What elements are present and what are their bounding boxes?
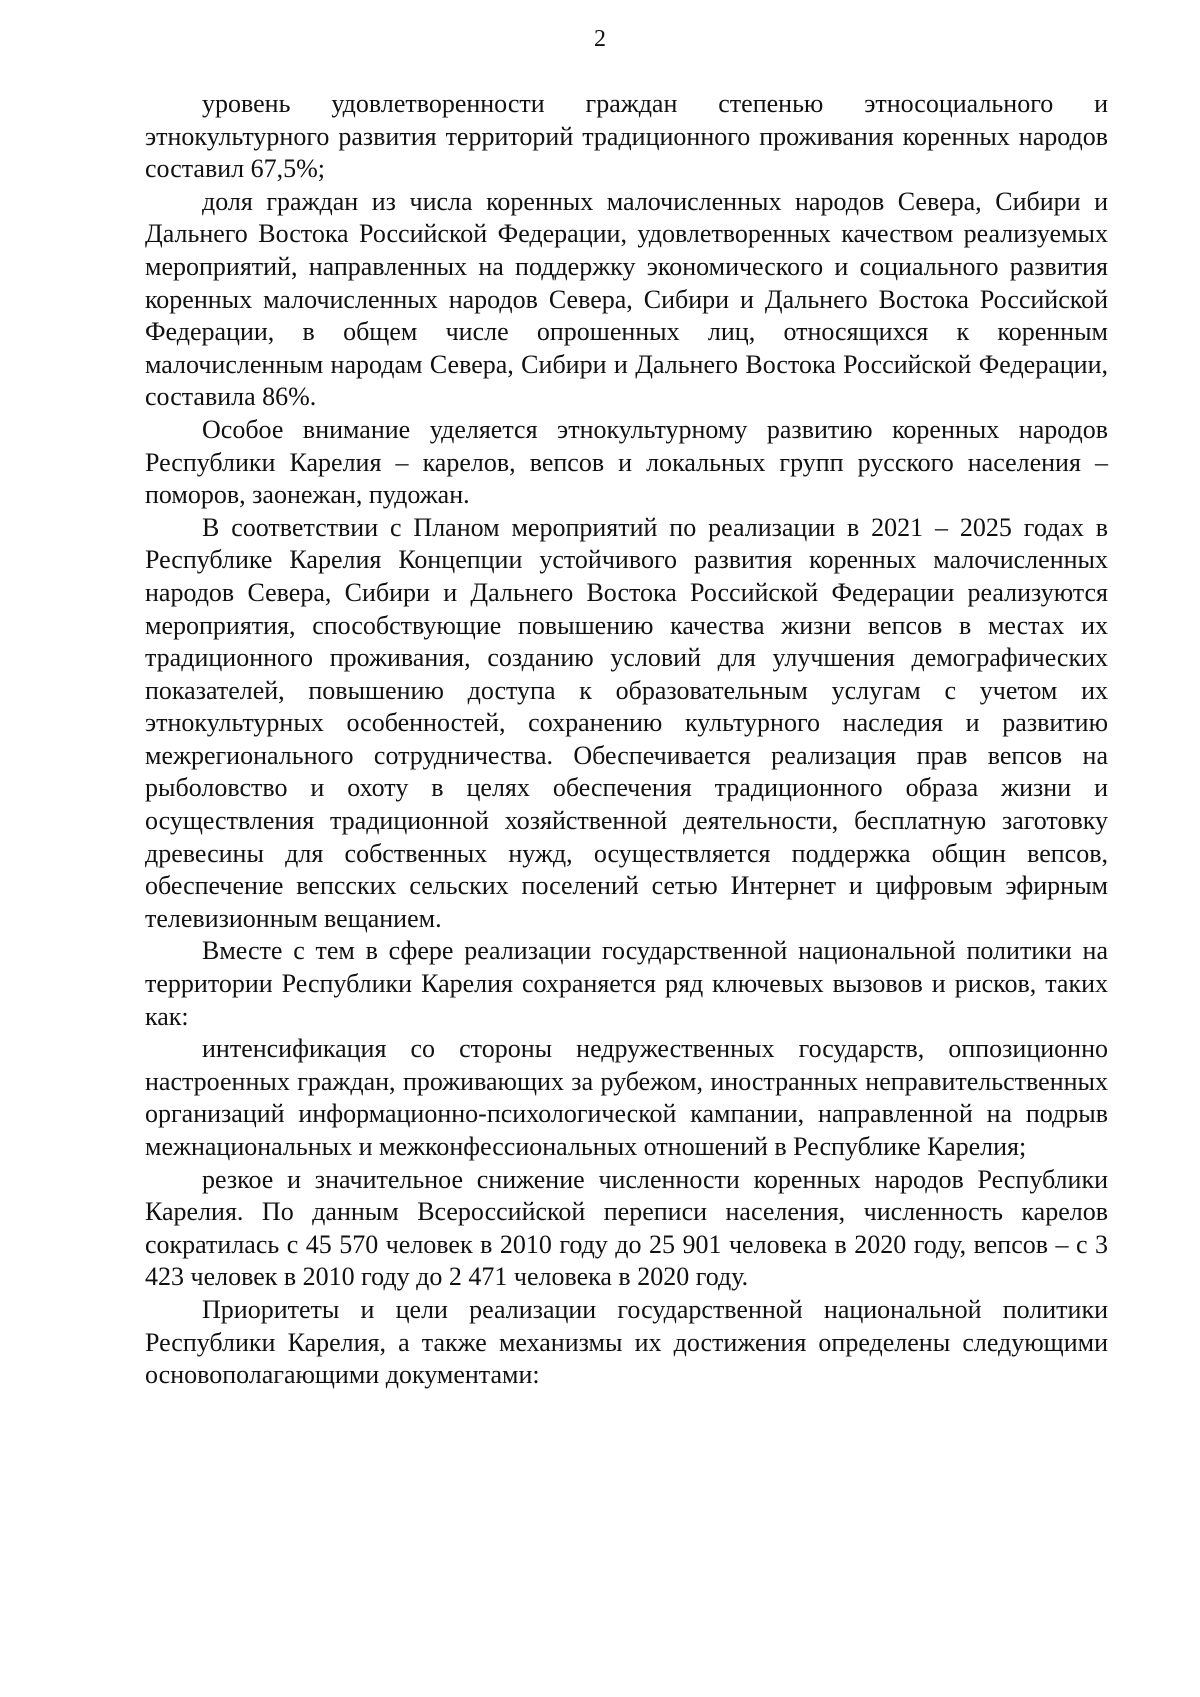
paragraph-information-campaign-risk: интенсификация со стороны недружественных государств, оппозиционно настроенных граждан, проживающих за рубежом, иностранных неправительственных организаций информационно-психологической кампании, направленной на подрыв межнациональных и межконфессиональных отношений в Республике Карелия;	[145, 1034, 1108, 1161]
paragraph-ethnocultural-development: Особое внимание уделяется этнокультурному развитию коренных народов Республики Карелия – карелов, вепсов и локальных групп русского населения – поморов, заонежан, пудожан.	[145, 414, 1108, 510]
document-body	[145, 88, 1108, 1392]
paragraph-population-decline-risk: резкое и значительное снижение численности коренных народов Республики Карелия. По данным Всероссийской переписи населения, численность карелов сократилась с 45 570 человек в 2010 году до 25 901 человека в 2020 году, вепсов – с 3 423 человек в 2010 году до 2 471 человека в 2020 году.	[145, 1164, 1108, 1292]
paragraph-priorities-documents: Приоритеты и цели реализации государственной национальной политики Республики Карелия, а также механизмы их достижения определены следующими основополагающими документами:	[145, 1294, 1108, 1390]
page-number: 2	[594, 26, 606, 52]
paragraph-challenges-intro: Вместе с тем в сфере реализации государственной национальной политики на территории Республики Карелия сохраняется ряд ключевых вызовов и рисков, таких как:	[145, 936, 1108, 1031]
paragraph-indigenous-satisfaction-share: доля граждан из числа коренных малочисленных народов Севера, Сибири и Дальнего Востока Российской Федерации, удовлетворенных качеством реализуемых мероприятий, направленных на поддержку экономического и социального развития коренных малочисленных народов Севера, Сибири и Дальнего Востока Российской Федерации, в общем числе опрошенных лиц, относящихся к коренным малочисленным народам Севера, Сибири и Дальнего Востока Российской Федерации, составила 86%.	[145, 186, 1108, 412]
paragraph-action-plan-veps: В соответствии с Планом мероприятий по реализации в 2021 – 2025 годах в Республике Карелия Концепции устойчивого развития коренных малочисленных народов Севера, Сибири и Дальнего Востока Российской Федерации реализуются мероприятия, способствующие повышению качества жизни вепсов в местах их традиционного проживания, созданию условий для улучшения демографических показателей, повышению доступа к образовательным услугам с учетом их этнокультурных особенностей, сохранению культурного наследия и развитию межрегионального сотрудничества. Обеспечивается реализация прав вепсов на рыболовство и охоту в целях обеспечения традиционного образа жизни и осуществления традиционной хозяйственной деятельности, бесплатную заготовку древесины для собственных нужд, осуществляется поддержка общин вепсов, обеспечение вепсских сельских поселений сетью Интернет и цифровым эфирным телевизионным вещанием.	[145, 512, 1108, 933]
paragraph-satisfaction-level: уровень удовлетворенности граждан степенью этносоциального и этнокультурного развития территорий традиционного проживания коренных народов составил 67,5%;	[145, 89, 1108, 184]
